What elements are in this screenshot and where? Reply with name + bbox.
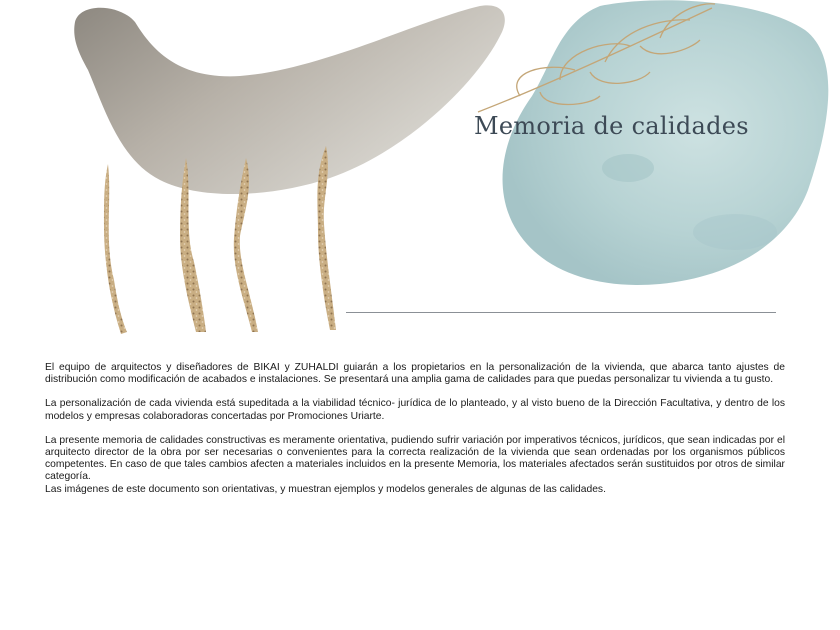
teal-watercolor-blob-icon	[503, 0, 829, 285]
title-divider	[346, 312, 776, 313]
body-text	[45, 362, 785, 496]
paragraph-personalization: El equipo de arquitectos y diseñadores de BIKAI y ZUHALDI guiarán a los propietarios en la personalización de la vivienda, que abarca tanto ajustes de distribución como modificación de acabados e instalaciones. Se presentará una amplia gama de calidades para que puedas personalizar tu vivienda a tu gusto.	[45, 362, 785, 386]
paragraph-disclaimer: La presente memoria de calidades constructivas es meramente orientativa, pudiendo sufrir variación por imperativos técnicos, jurídicos, que sean indicadas por el arquitecto director de la obra por ser necesarias o convenientes para la correcta realización de la vivienda que sean ordenadas por los organismos públicos competentes. En caso de que tales cambios afecten a materiales incluidos en la presente Memoria, los materiales afectados serán sustituidos por otros de similar categoría.	[45, 434, 785, 483]
page-title: Memoria de calidades	[474, 112, 749, 140]
paragraph-feasibility: La personalización de cada vivienda está supeditada a la viabilidad técnico- jurídica de lo planteado, y al visto bueno de la Dirección Facultativa, y dentro de los modelos y empresas colaboradoras concertadas por Promociones Uriarte.	[45, 398, 785, 422]
paragraph-images-note: Las imágenes de este documento son orientativas, y muestran ejemplos y modelos generales de algunas de las calidades.	[45, 483, 606, 495]
gray-watercolor-stroke-icon	[74, 5, 505, 194]
